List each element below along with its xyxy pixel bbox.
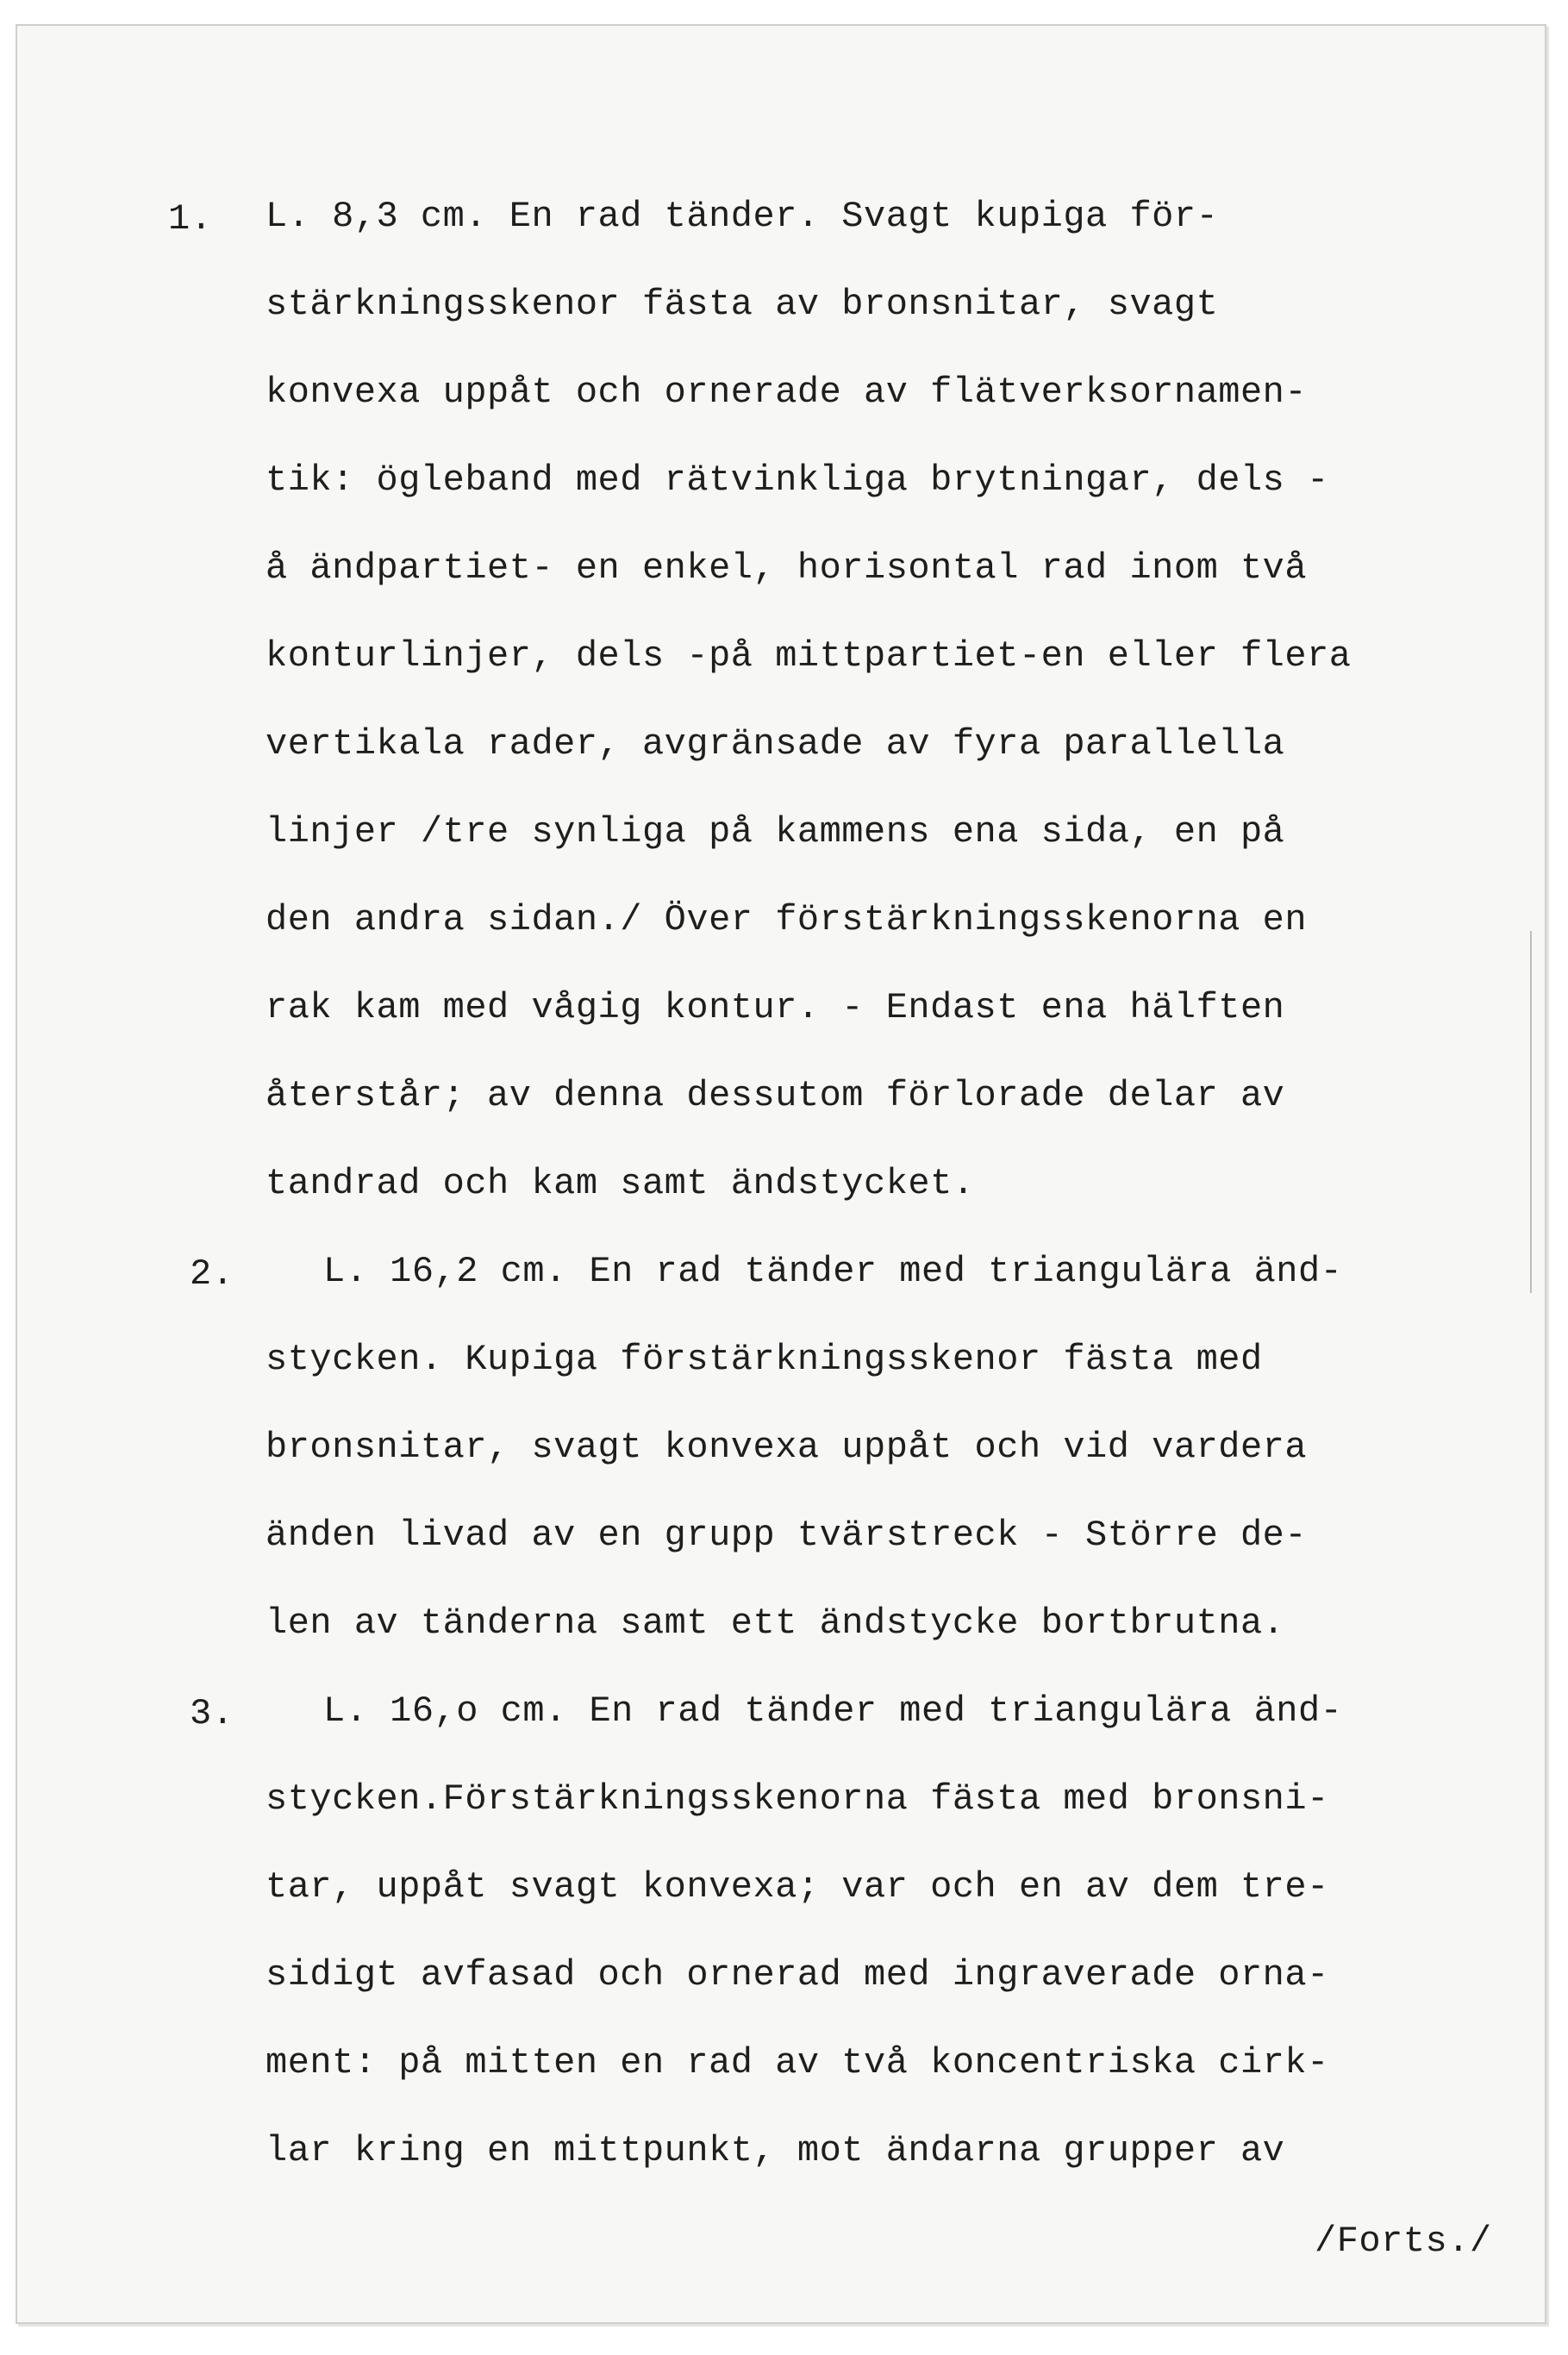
entry-2-line-4: änden livad av en grupp tvärstreck - Större de-	[265, 1515, 1308, 1556]
entry-1-line-2: stärkningsskenor fästa av bronsnitar, svagt	[265, 284, 1219, 325]
paper-edge-mark	[1530, 931, 1532, 1293]
entry-2-line-2: stycken. Kupiga förstärkningsskenor fästa med	[265, 1339, 1263, 1380]
entry-3-line-4: sidigt avfasad och ornerad med ingraverade orna-	[265, 1954, 1329, 1996]
entry-1-line-11: återstår; av denna dessutom förlorade delar av	[265, 1075, 1285, 1116]
typewritten-sheet	[16, 24, 1546, 2324]
typed-text-block	[17, 26, 1545, 2322]
entry-1-line-10: rak kam med vågig kontur. - Endast ena hälften	[265, 987, 1285, 1028]
entry-1-line-6: konturlinjer, dels -på mittpartiet-en eller flera	[265, 635, 1352, 677]
entry-1-line-5: å ändpartiet- en enkel, horisontal rad inom två	[265, 547, 1308, 589]
entry-1-line-7: vertikala rader, avgränsade av fyra parallella	[265, 723, 1285, 765]
entry-1-line-12: tandrad och kam samt ändstycket.	[265, 1163, 975, 1204]
entry-1-line-1: L. 8,3 cm. En rad tänder. Svagt kupiga för-	[265, 196, 1219, 237]
entry-1-line-8: linjer /tre synliga på kammens ena sida, en på	[265, 811, 1285, 853]
entry-2-line-5: len av tänderna samt ett ändstycke bortbrutna.	[265, 1602, 1285, 1644]
entry-3-line-1: L. 16,o cm. En rad tänder med triangulära änd-	[323, 1690, 1343, 1732]
entry-2-line-1: L. 16,2 cm. En rad tänder med triangulära änd-	[323, 1251, 1343, 1292]
entry-3-line-3: tar, uppåt svagt konvexa; var och en av dem tre-	[265, 1866, 1329, 1908]
entry-2-line-3: bronsnitar, svagt konvexa uppåt och vid vardera	[265, 1427, 1308, 1468]
entry-3-number: 3.	[190, 1693, 234, 1734]
entry-1-line-4: tik: ögleband med rätvinkliga brytningar, dels -	[265, 459, 1329, 501]
entry-1-number: 1.	[168, 198, 213, 240]
entry-2-number: 2.	[190, 1253, 234, 1295]
entry-3-line-5: ment: på mitten en rad av två koncentriska cirk-	[265, 2042, 1329, 2083]
entry-3-line-2: stycken.Förstärkningsskenorna fästa med bronsni-	[265, 1778, 1329, 1820]
continuation-note: /Forts./	[1315, 2221, 1492, 2262]
entry-1-line-9: den andra sidan./ Över förstärkningsskenorna en	[265, 899, 1308, 940]
entry-3-line-6: lar kring en mittpunkt, mot ändarna grupper av	[265, 2130, 1285, 2171]
entry-1-line-3: konvexa uppåt och ornerade av flätverksornamen-	[265, 372, 1308, 413]
